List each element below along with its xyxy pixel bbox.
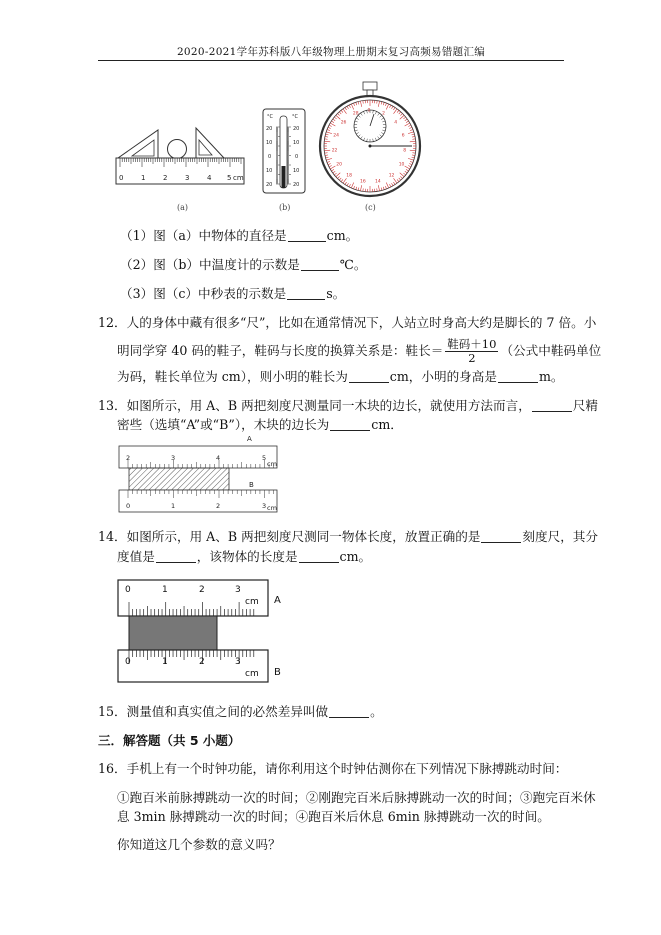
- q14-text: ，该物体的长度是: [196, 549, 298, 564]
- ruler-label: 3: [185, 174, 190, 182]
- ruler-b-tick-label: 1: [162, 657, 168, 667]
- q12-formula-note: （公式中鞋码单位: [500, 343, 602, 358]
- thermo-label: 0: [295, 154, 299, 160]
- q13-line2: [117, 417, 403, 433]
- thermo-label: 20: [266, 126, 273, 132]
- q13-text: 尺精: [572, 398, 598, 413]
- answer-blank[interactable]: [349, 370, 389, 383]
- q14-line2: [117, 549, 371, 565]
- q16-line4: 你知道这几个参数的意义吗？: [117, 837, 281, 852]
- q11-part2-text: （2）图（b）中温度计的示数是: [120, 257, 300, 272]
- ruler-b-tick-label: 1: [171, 502, 176, 510]
- ruler-label: 2: [163, 174, 168, 182]
- ruler-b-label: B: [274, 667, 281, 678]
- ruler-b-tick-label: 3: [262, 502, 267, 510]
- dial-label: 10: [398, 162, 405, 168]
- dial-label: 24: [333, 133, 340, 139]
- left-set-square: [118, 130, 158, 158]
- dial-label: 14: [375, 179, 381, 185]
- dial-label: 18: [346, 173, 353, 179]
- thermo-label: 20: [293, 126, 300, 132]
- q15-line: [98, 704, 383, 720]
- ruler-a-tick-label: 2: [199, 585, 205, 595]
- dial-label: 0: [367, 108, 371, 114]
- thermo-liquid: [282, 166, 286, 188]
- answer-blank[interactable]: [329, 705, 369, 718]
- q11-part1: [120, 228, 358, 244]
- answer-blank[interactable]: [299, 550, 339, 563]
- q12-line1: 12．人的身体中藏有很多“尺”，比如在通常情况下，人站立时身高大约是脚长的 7 倍。小: [98, 315, 597, 330]
- q14-text: cm。: [339, 549, 372, 564]
- ruler-a-unit: cm: [267, 460, 277, 468]
- thermo-label: 20: [293, 182, 300, 188]
- section-title: 三．解答题（共 5 小题）: [98, 733, 241, 748]
- ruler-a-label: A: [247, 435, 252, 443]
- ruler-b-label: B: [249, 481, 254, 489]
- q15-text: 。: [370, 704, 383, 719]
- q16-line1: 16．手机上有一个时钟功能，请你利用这个时钟估测你在下列情况下脉搏跳动时间：: [98, 761, 568, 776]
- q16-line3: 息 3min 脉搏跳动一次的时间；④跑百米后休息 6min 脉搏跳动一次的时间。: [117, 809, 550, 824]
- dial-label: 4: [394, 120, 398, 126]
- header-divider: [98, 60, 564, 61]
- wood-block: [129, 468, 229, 490]
- stopwatch-crown: [363, 82, 377, 90]
- answer-blank[interactable]: [288, 229, 326, 242]
- q11-part1-text: （1）图（a）中物体的直径是: [120, 228, 287, 243]
- thermo-label: 20: [266, 182, 273, 188]
- figure-c-stopwatch: [314, 80, 426, 198]
- dial-label: 2: [382, 111, 385, 117]
- q12-text: 为码，鞋长单位为 cm），则小明的鞋长为: [117, 369, 348, 384]
- q13-line1: [98, 398, 598, 414]
- ruler-a-unit: cm: [245, 597, 259, 607]
- answer-blank[interactable]: [330, 418, 370, 431]
- ruler-b-tick-label: 3: [235, 657, 241, 667]
- ruler-a-tick-label: 5: [262, 454, 267, 462]
- caption-a: (a): [177, 203, 189, 212]
- figure-a-ruler: [112, 120, 248, 190]
- thermo-label: 10: [266, 168, 273, 174]
- q12-text: cm，小明的身高是: [389, 369, 497, 384]
- dial-label: 6: [401, 133, 405, 139]
- q12-text: m。: [538, 369, 564, 384]
- caption-c: (c): [365, 203, 376, 212]
- dial-label: 26: [340, 120, 347, 126]
- ruler-label: 0: [119, 174, 124, 182]
- thermo-label: 10: [293, 140, 300, 146]
- q11-part2: [120, 257, 366, 273]
- answer-blank[interactable]: [481, 530, 521, 543]
- measured-object: [129, 616, 217, 650]
- q12-formula-intro: 明同学穿 40 码的鞋子，鞋码与长度的换算关系是：鞋长＝: [117, 343, 444, 358]
- dial-label: 28: [352, 111, 359, 117]
- shoe-size-formula: [445, 338, 498, 365]
- dial-label: 8: [403, 148, 407, 154]
- ball-object: [168, 140, 187, 159]
- right-set-square: [196, 128, 224, 158]
- q13-figure: [116, 432, 286, 514]
- ruler-b-tick-label: 0: [125, 657, 131, 667]
- q12-line3: [117, 369, 564, 385]
- q13-text: cm．: [371, 417, 403, 432]
- answer-blank[interactable]: [498, 370, 538, 383]
- q14-figure: [116, 578, 296, 684]
- thermo-unit-right: °C: [292, 114, 298, 120]
- ruler-a: [119, 446, 277, 468]
- formula-numerator: 鞋码＋10: [447, 337, 497, 351]
- q11-part1-unit: cm。: [326, 228, 359, 243]
- formula-denominator: 2: [468, 351, 476, 365]
- q14-text: 刻度尺，其分: [522, 529, 598, 544]
- ruler-b-unit: cm: [267, 504, 277, 512]
- figure-b-thermometer: [262, 108, 306, 194]
- ruler-b-unit: cm: [245, 669, 259, 679]
- dial-label: 22: [331, 148, 338, 154]
- thermo-label: 10: [266, 140, 273, 146]
- ruler-b: [119, 490, 277, 512]
- page-header: 2020-2021学年苏科版八年级物理上册期末复习高频易错题汇编: [176, 46, 486, 58]
- dial-label: 20: [336, 162, 343, 168]
- q11-part2-unit: ℃。: [339, 257, 367, 272]
- caption-b: (b): [279, 203, 291, 212]
- ruler-a-tick-label: 3: [171, 454, 176, 462]
- dial-label: 12: [388, 173, 395, 179]
- ruler-unit: cm: [233, 174, 244, 182]
- q14-text: 14．如图所示，用 A、B 两把刻度尺测同一物体长度，放置正确的是: [98, 529, 481, 544]
- q11-part3: [120, 286, 345, 302]
- thermo-label: 10: [293, 168, 300, 174]
- ruler-a-tick-label: 4: [216, 454, 221, 462]
- answer-blank[interactable]: [287, 287, 325, 300]
- answer-blank[interactable]: [301, 258, 339, 271]
- answer-blank[interactable]: [156, 550, 196, 563]
- ruler-a-tick-label: 0: [125, 585, 131, 595]
- ruler-a-tick-label: 1: [162, 585, 168, 595]
- ruler-label: 5: [227, 174, 232, 182]
- q13-text: 密些（选填“A”或“B”），木块的边长为: [117, 417, 330, 432]
- thermo-unit-left: °C: [267, 114, 273, 120]
- ruler-a-tick-label: 3: [235, 585, 241, 595]
- q14-text: 度值是: [117, 549, 155, 564]
- ruler-label: 4: [207, 174, 212, 182]
- dial-label: 16: [360, 179, 366, 185]
- q14-line1: [98, 529, 598, 545]
- answer-blank[interactable]: [532, 399, 572, 412]
- ruler-a-label: A: [274, 595, 281, 606]
- q13-text: 13．如图所示，用 A、B 两把刻度尺测量同一木块的边长，就使用方法而言，: [98, 398, 531, 413]
- q15-text: 15．测量值和真实值之间的必然差异叫做: [98, 704, 329, 719]
- q11-part3-text: （3）图（c）中秒表的示数是: [120, 286, 287, 301]
- ruler-b-tick-label: 2: [216, 502, 221, 510]
- ruler-a-tick-label: 2: [126, 454, 131, 462]
- ruler-b-tick-label: 2: [199, 657, 205, 667]
- q12-line2: [117, 336, 601, 366]
- thermo-label: 0: [268, 154, 272, 160]
- q16-line2: ①跑百米前脉搏跳动一次的时间；②刚跑完百米后脉搏跳动一次的时间；③跑完百米休: [117, 790, 596, 805]
- ruler-b-tick-label: 0: [126, 502, 131, 510]
- ruler-label: 1: [141, 174, 146, 182]
- q11-part3-unit: s。: [326, 286, 346, 301]
